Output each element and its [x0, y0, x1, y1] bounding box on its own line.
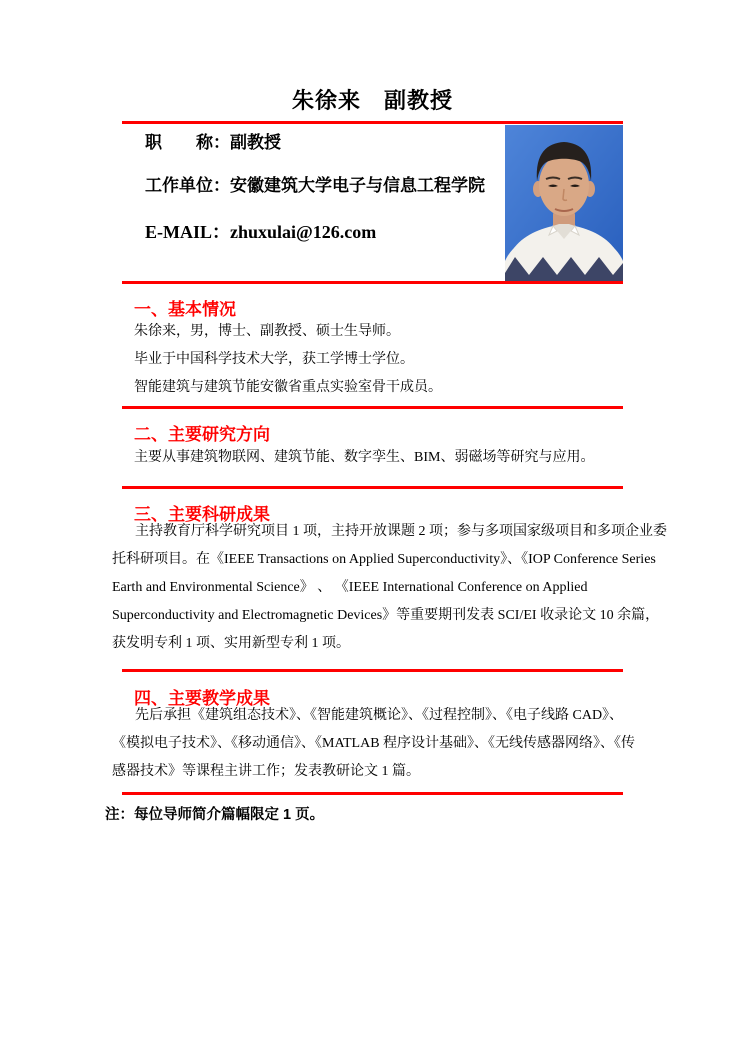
profile-photo	[505, 125, 623, 281]
paragraph-line: 朱徐来，男，博士、副教授、硕士生导师。	[134, 324, 400, 339]
section-body-research-direction	[134, 444, 594, 472]
paragraph-line: 感器技术》等课程主讲工作；发表教研论文 1 篇。	[112, 764, 420, 779]
divider-rule-section-3	[122, 669, 623, 672]
section-body-research-achievements	[112, 518, 667, 658]
divider-rule-section-2	[122, 486, 623, 489]
page-title: 朱徐来 副教授	[291, 88, 453, 113]
paragraph-line: 毕业于中国科学技术大学，获工学博士学位。	[134, 352, 414, 367]
info-position: 职 称：副教授	[145, 133, 281, 152]
section-body-basic-info	[134, 318, 442, 402]
divider-rule-info	[122, 281, 623, 284]
section-body-teaching-achievements	[112, 702, 636, 786]
paragraph-line: Superconductivity and Electromagnetic Devices》等重要期刊发表 SCI/EI 收录论文 10 余篇，	[112, 608, 660, 623]
info-workplace: 工作单位：安徽建筑大学电子与信息工程学院	[145, 176, 485, 195]
paragraph-line: 主要从事建筑物联网、建筑节能、数字孪生、BIM、弱磁场等研究与应用。	[134, 450, 595, 465]
section-heading-research-achievements: 三、主要科研成果	[134, 505, 270, 524]
divider-rule-top	[122, 121, 623, 124]
section-heading-research-direction: 二、主要研究方向	[134, 425, 270, 444]
section-heading-teaching-achievements: 四、主要教学成果	[134, 689, 270, 708]
footer-note: 注：每位导师简介篇幅限定 1 页。	[105, 807, 325, 823]
paragraph-line: 先后承担《建筑组态技术》、《智能建筑概论》、《过程控制》、《电子线路 CAD》、	[135, 708, 624, 723]
divider-rule-bottom	[122, 792, 623, 795]
paragraph-line: Earth and Environmental Science》 、 《IEEE International Conference on Applied	[112, 580, 588, 595]
section-heading-basic-info: 一、基本情况	[134, 300, 236, 319]
info-email: E-MAIL：zhuxulai@126.com	[145, 222, 377, 242]
paragraph-line: 主持教育厅科学研究项目 1 项，主持开放课题 2 项；参与多项国家级项目和多项企业委	[135, 524, 667, 539]
paragraph-line: 智能建筑与建筑节能安徽省重点实验室骨干成员。	[134, 380, 442, 395]
paragraph-line: 托科研项目。在《IEEE Transactions on Applied Superconductivity》、《IOP Conference Series	[112, 552, 656, 567]
divider-rule-section-1	[122, 406, 623, 409]
paragraph-line: 获发明专利 1 项、实用新型专利 1 项。	[112, 636, 350, 651]
paragraph-line: 《模拟电子技术》、《移动通信》、《MATLAB 程序设计基础》、《无线传感器网络》、《传	[112, 736, 636, 751]
